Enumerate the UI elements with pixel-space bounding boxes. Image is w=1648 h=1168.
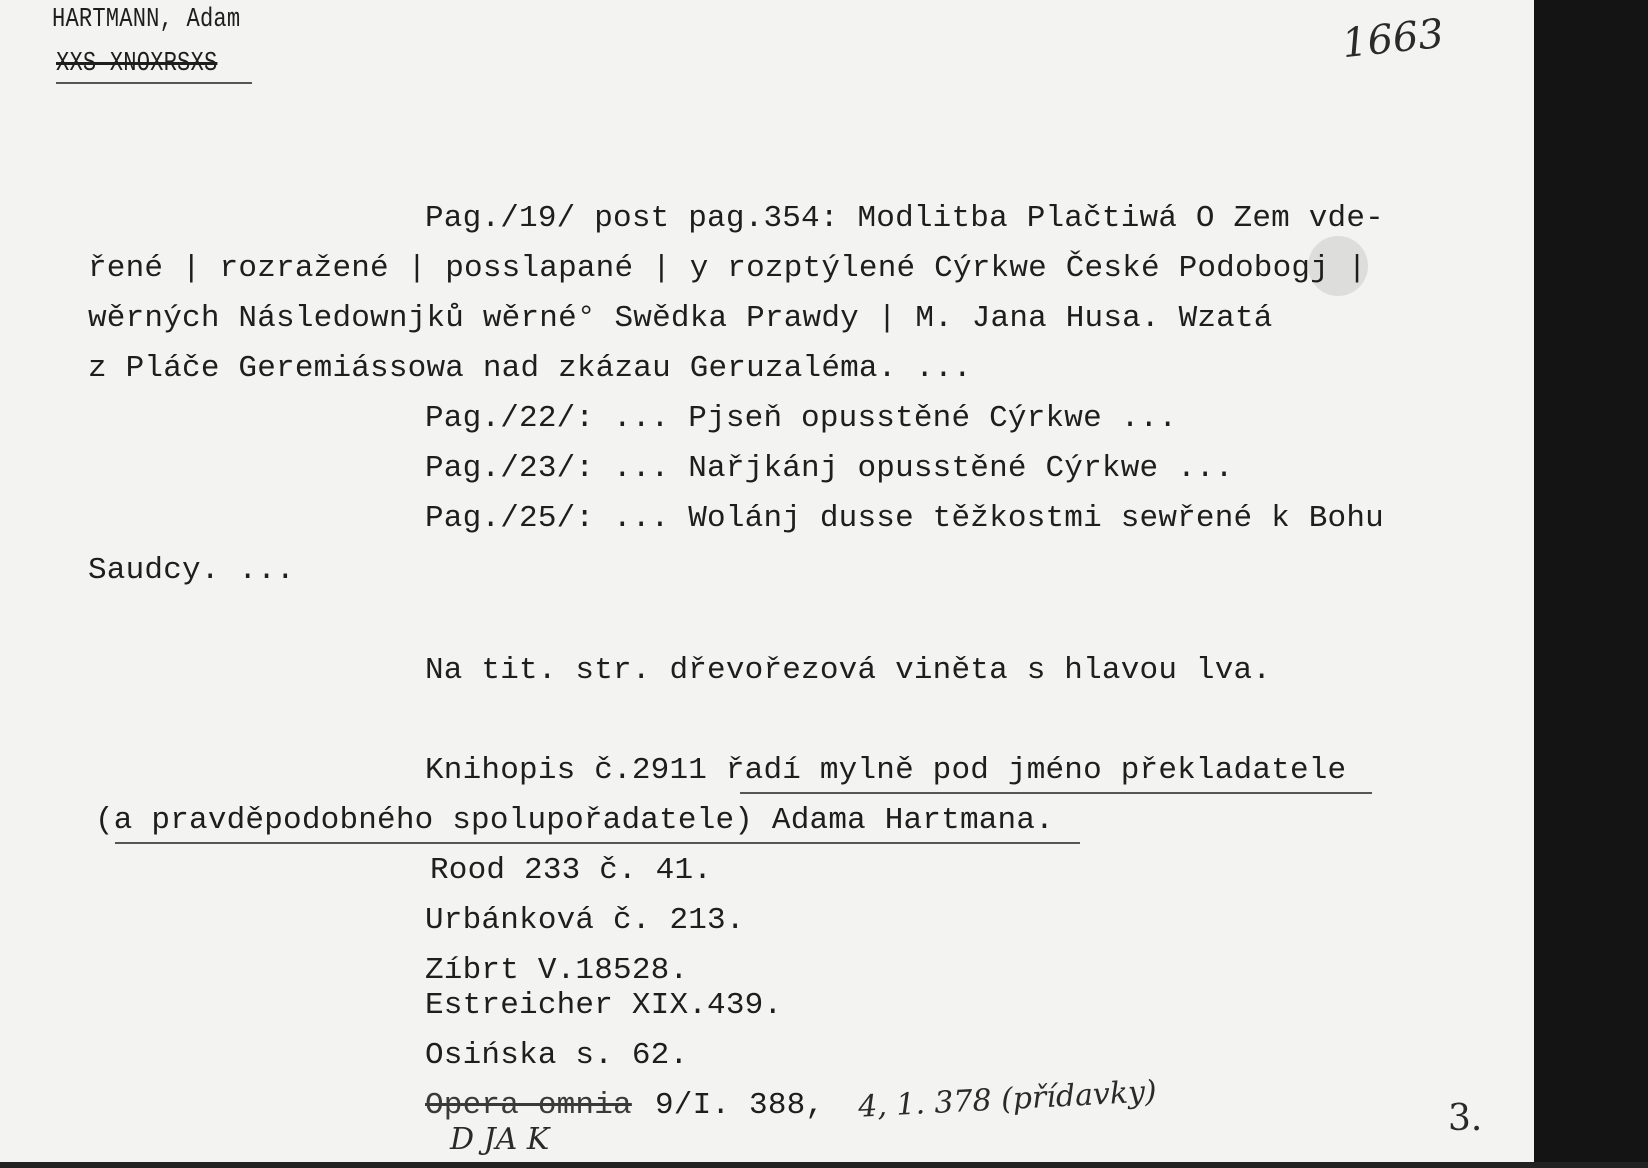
knihopis-underline-2 [115, 842, 1080, 844]
text-line-6: Pag./23/: ... Nařjkánj opusstěné Cýrkwe ... [425, 451, 1234, 486]
scan-border-right [1534, 0, 1648, 1168]
ref-opera-struck: Opera omnia [425, 1088, 632, 1123]
text-line-8: Saudcy. ... [88, 553, 295, 588]
text-line-3: wěrných Následownjků wěrné° Swědka Prawdy | M. Jana Husa. Wzatá [88, 301, 1273, 336]
ref-zibrt: Zíbrt V.18528. [425, 953, 689, 988]
text-line-4: z Pláče Geremiássowa nad zkázau Geruzaléma. ... [88, 351, 972, 386]
text-line-7: Pag./25/: ... Wolánj dusse těžkostmi sewřené k Bohu [425, 501, 1384, 536]
ref-estreicher: Estreicher XIX.439. [425, 988, 783, 1023]
handwritten-mark: D JA K [450, 1122, 550, 1157]
crossed-out-code: XXS XNOXRSXS [56, 49, 218, 79]
text-line-1: Pag./19/ post pag.354: Modlitba Plačtiwá O Zem vde- [425, 201, 1384, 236]
ref-opera-rest: 9/I. 388, [655, 1088, 825, 1123]
ref-rood: Rood 233 č. 41. [430, 853, 713, 888]
ref-opera-handwritten: 4, 1. 378 (přídavky) [857, 1074, 1158, 1125]
text-line-5: Pag./22/: ... Pjseň opusstěné Cýrkwe ... [425, 401, 1178, 436]
ref-osinska: Osińska s. 62. [425, 1038, 689, 1073]
card-number: 3. [1448, 1098, 1483, 1139]
scan-border-bottom [0, 1162, 1648, 1168]
knihopis-note-line-2: (a pravděpodobného spolupořadatele) Adama Hartmana. [95, 803, 1054, 838]
knihopis-underline-1 [740, 792, 1372, 794]
catalog-number: 1663 [1339, 10, 1446, 68]
vignette-note: Na tit. str. dřevořezová viněta s hlavou lva. [425, 653, 1272, 688]
text-line-2: řené | rozražené | posslapané | y rozptýlené Cýrkwe České Podobogj | [88, 251, 1367, 286]
author-heading: HARTMANN, Adam [52, 5, 241, 35]
code-underline [56, 82, 252, 84]
knihopis-note-line-1: Knihopis č.2911 řadí mylně pod jméno překladatele [425, 753, 1347, 788]
ref-urbankova: Urbánková č. 213. [425, 903, 745, 938]
